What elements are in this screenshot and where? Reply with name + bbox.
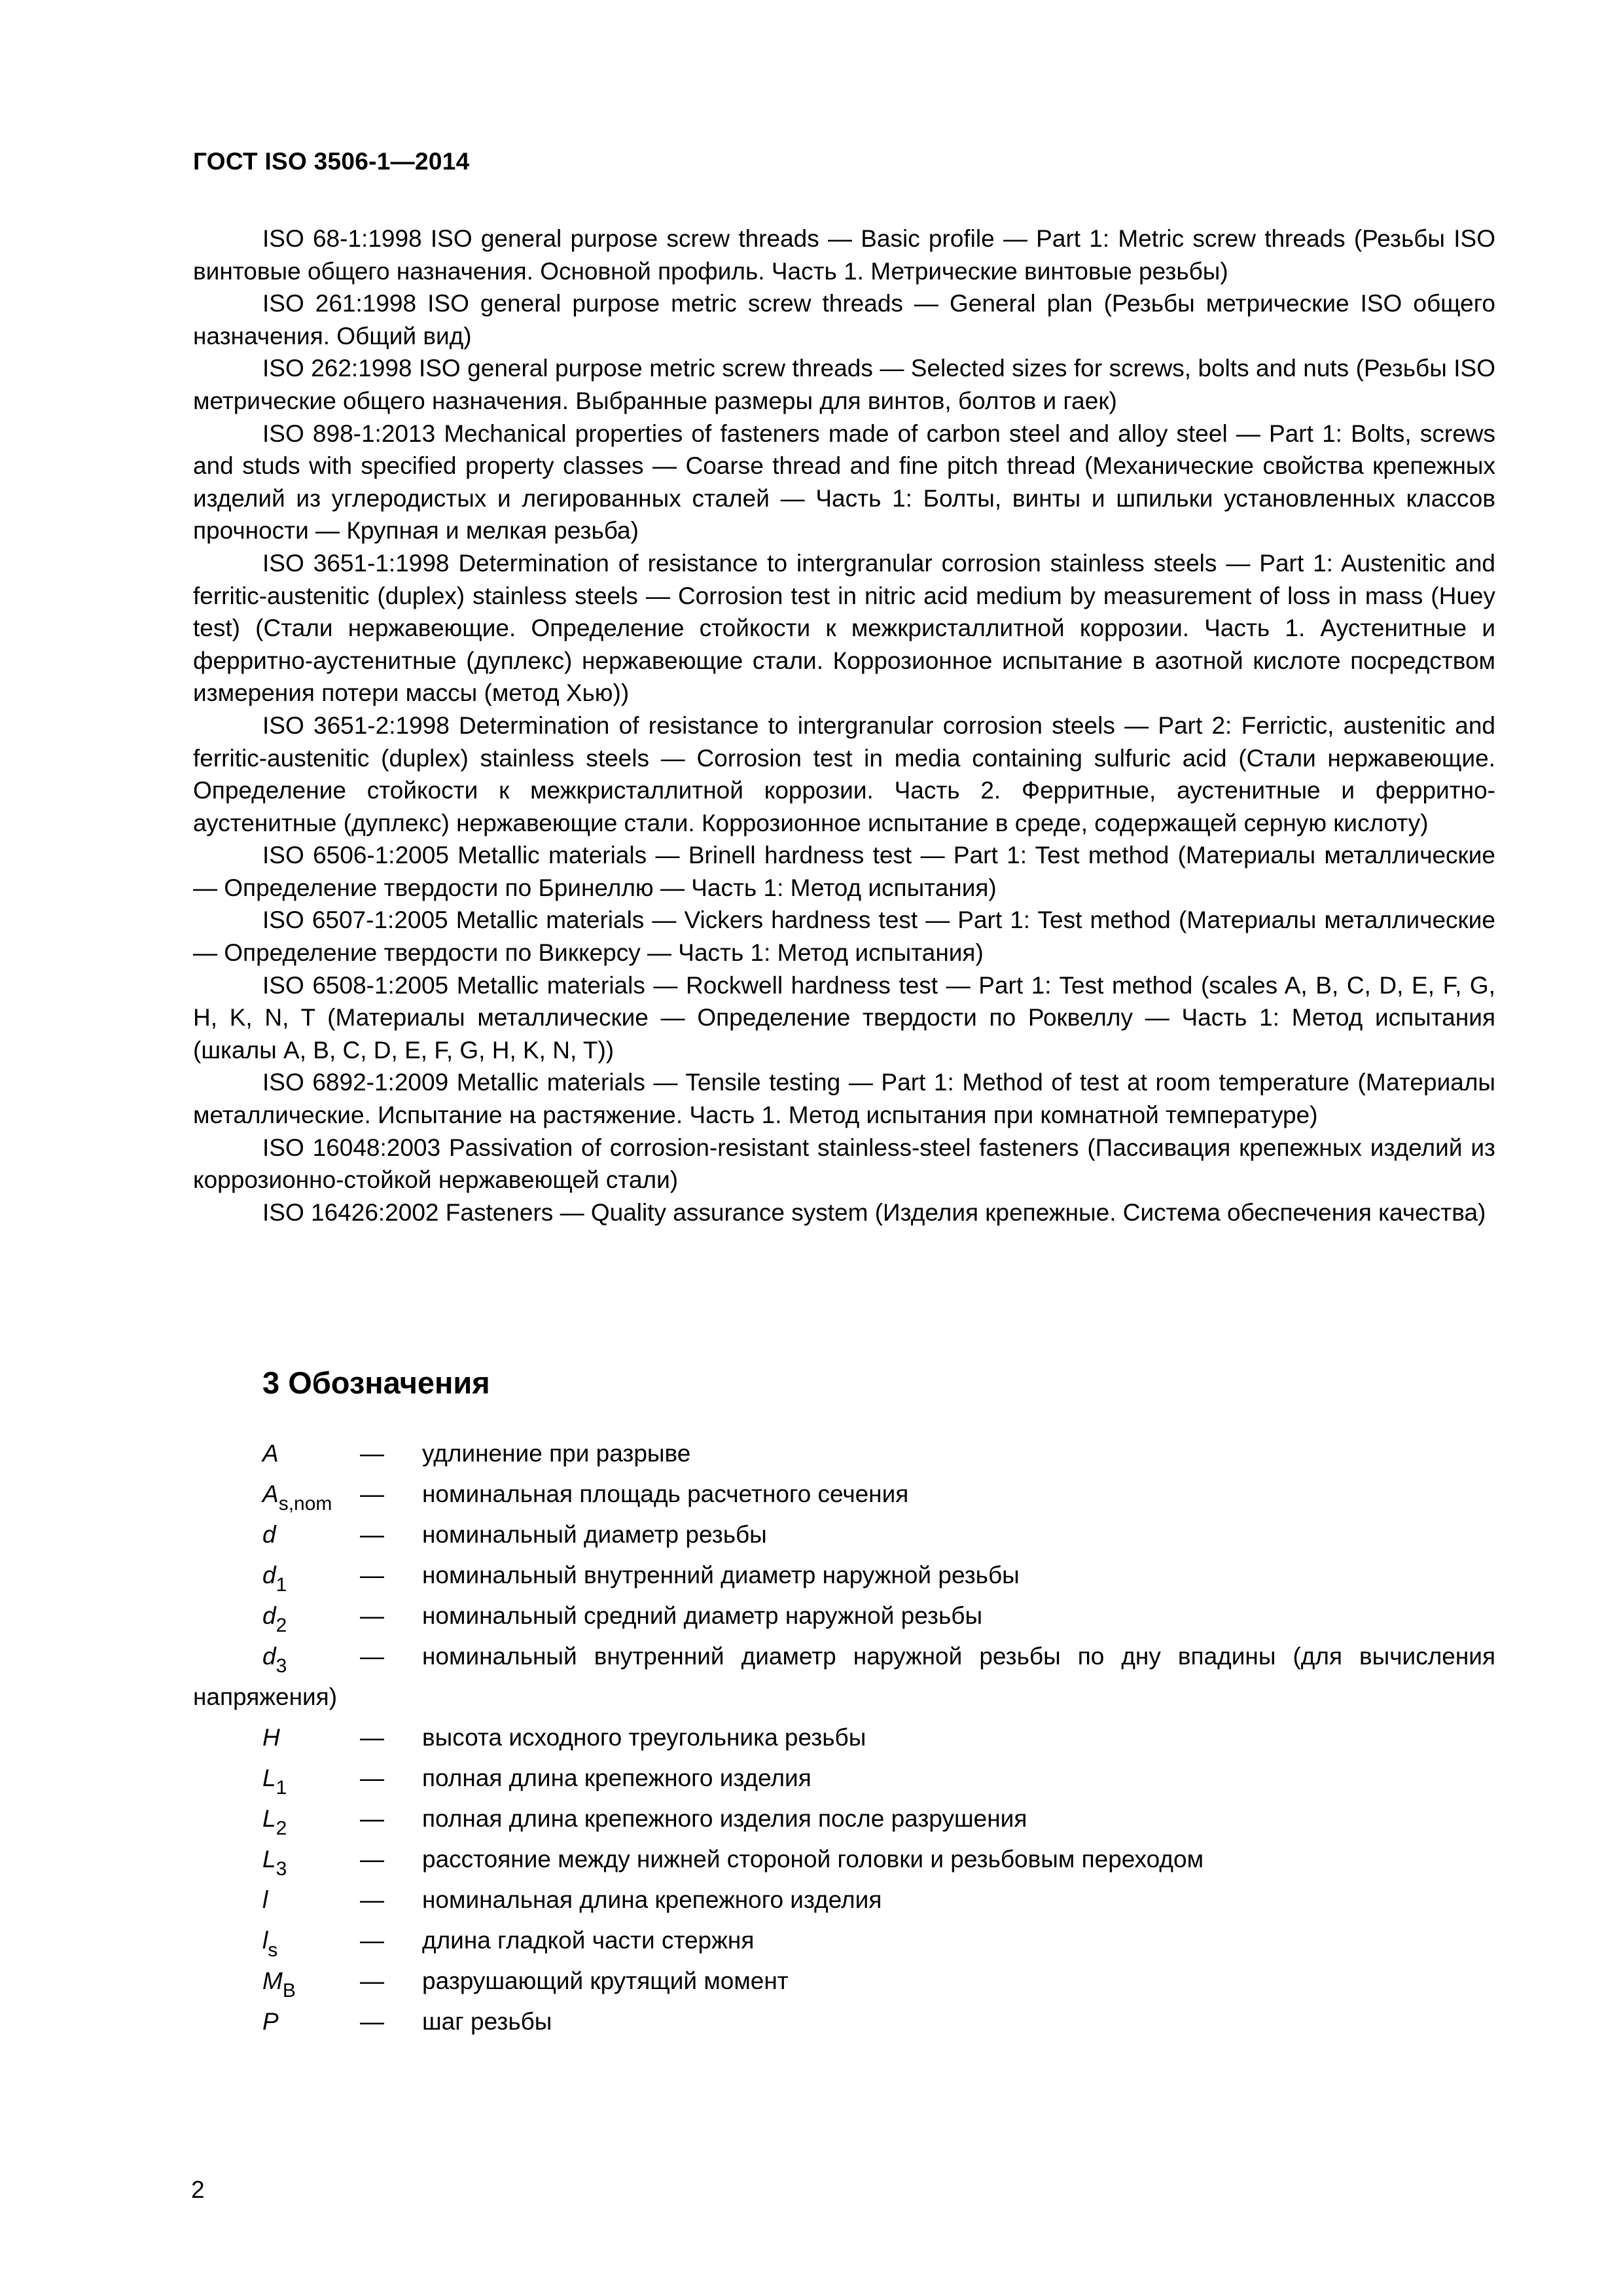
page-number: 2 <box>191 2176 205 2203</box>
document-code: ГОСТ ISO 3506-1—2014 <box>193 148 470 175</box>
symbol-dash: — <box>360 1440 384 1467</box>
symbol-description: шаг резьбы <box>422 2008 552 2035</box>
symbol-dash: — <box>360 2008 384 2035</box>
symbol-row <box>193 1961 1495 2001</box>
symbol-row <box>193 1880 1495 1920</box>
reference-item: ISO 262:1998 ISO general purpose metric screw threads — Selected sizes for screws, bolts and nuts (Резьбы ISO метрические общего назначения. Выбранные размеры для винтов, болтов и гаек) <box>193 355 1495 414</box>
symbol-description: разрушающий крутящий момент <box>422 1967 789 1994</box>
reference-item: ISO 261:1998 ISO general purpose metric screw threads — General plan (Резьбы метрические ISO общего назначения. Общий вид) <box>193 290 1495 350</box>
symbol-description: удлинение при разрыве <box>422 1440 691 1467</box>
reference-item: ISO 16426:2002 Fasteners — Quality assurance system (Изделия крепежные. Система обеспечения качества) <box>262 1198 1486 1226</box>
symbol-row <box>193 1799 1495 1839</box>
symbol: $L_2$ <box>262 1805 287 1839</box>
symbol: H <box>262 1724 280 1751</box>
symbol-description: расстояние между нижней стороной головки и резьбовым переходом <box>422 1846 1204 1873</box>
symbol-description: номинальная длина крепежного изделия <box>422 1886 882 1913</box>
reference-item: ISO 6508-1:2005 Metallic materials — Rockwell hardness test — Part 1: Test method (scales A, B, C, D, E, F, G, H, K, N, T (Материалы металлические — Определение твердости по Роквеллу — Часть 1: Метод испытания (шкалы A, B, C, D, E, F, G, H, K, N, T)) <box>193 971 1495 1064</box>
symbol-row <box>193 1839 1495 1880</box>
symbol-row <box>193 1596 1495 1636</box>
symbol-dash: — <box>360 1765 384 1791</box>
reference-item: ISO 3651-2:1998 Determination of resistance to intergranular corrosion steels — Part 2: Ferrictic, austenitic and ferritic-austenitic (duplex) stainless steels — Corrosion test in media containing sulfuric acid (Стали нержавеющие. Определение стойкости к межкристаллитной коррозии. Часть 2. Ферритные, аустенитные и ферритно-аустенитные (дуплекс) нержавеющие стали. Коррозионное испытание в среде, содержащей серную кислоту) <box>193 711 1495 836</box>
symbol-dash: — <box>360 1643 384 1670</box>
symbol-dash: — <box>360 1562 384 1588</box>
reference-item: ISO 6507-1:2005 Metallic materials — Vickers hardness test — Part 1: Test method (Материалы металлические — Определение твердости по Виккерсу — Часть 1: Метод испытания) <box>193 906 1495 967</box>
symbol-dash: — <box>360 1521 384 1548</box>
reference-item: ISO 6506-1:2005 Metallic materials — Brinell hardness test — Part 1: Test method (Материалы металлические — Определение твердости по Бринеллю — Часть 1: Метод испытания) <box>193 842 1495 901</box>
symbol-row <box>193 1717 1495 1758</box>
symbol-row <box>193 1555 1495 1596</box>
symbol: $M_B$ <box>262 1967 296 2001</box>
symbol-row <box>193 1920 1495 1961</box>
symbol-dash: — <box>360 1602 384 1629</box>
symbol-dash: — <box>360 1886 384 1913</box>
symbol-description: номинальный внутренний диаметр наружной резьбы по дну впадины (для вычисления напряжения) <box>193 1643 1495 1710</box>
symbol: $d_3$ <box>262 1643 287 1677</box>
symbol: $l_s$ <box>262 1927 278 1961</box>
symbol: A <box>262 1440 279 1467</box>
symbol-dash: — <box>360 1480 384 1507</box>
reference-item: ISO 16048:2003 Passivation of corrosion-resistant stainless-steel fasteners (Пассивация крепежных изделий из коррозионно-стойкой нержавеющей стали) <box>193 1134 1495 1194</box>
symbol: $A_{s,nom}$ <box>262 1480 332 1515</box>
symbol-dash: — <box>360 1805 384 1832</box>
symbol-row <box>193 1636 1495 1717</box>
symbol-description: номинальный диаметр резьбы <box>422 1521 767 1548</box>
reference-item: ISO 6892-1:2009 Metallic materials — Tensile testing — Part 1: Method of test at room temperature (Материалы металлические. Испытание на растяжение. Часть 1. Метод испытания при комнатной температуре) <box>193 1069 1495 1129</box>
symbol-row <box>193 1758 1495 1799</box>
symbol-description: длина гладкой части стержня <box>422 1927 755 1954</box>
reference-item: ISO 3651-1:1998 Determination of resistance to intergranular corrosion stainless steels — Part 1: Austenitic and ferritic-austenitic (duplex) stainless steels — Corrosion test in nitric acid medium by measurement of loss in mass (Huey test) (Стали нержавеющие. Определение стойкости к межкристаллитной коррозии. Часть 1. Аустенитные и ферритно-аустенитные (дуплекс) нержавеющие стали. Коррозионное испытание в азотной кислоте посредством измерения потери массы (метод Хью)) <box>193 549 1495 707</box>
reference-item: ISO 68-1:1998 ISO general purpose screw threads — Basic profile — Part 1: Metric screw threads (Резьбы ISO винтовые общего назначения. Основной профиль. Часть 1. Метрические винтовые резьбы) <box>193 225 1495 285</box>
section-heading: 3 Обозначения <box>262 1365 490 1400</box>
symbol-dash: — <box>360 1846 384 1873</box>
symbol-row <box>193 1433 1495 1474</box>
symbol-description: номинальный внутренний диаметр наружной резьбы <box>422 1562 1020 1588</box>
symbol: $d_1$ <box>262 1562 287 1596</box>
symbol-description: номинальная площадь расчетного сечения <box>422 1480 909 1507</box>
symbol-row <box>193 1515 1495 1555</box>
symbol-dash: — <box>360 1927 384 1954</box>
symbol-row <box>193 1474 1495 1515</box>
symbol-description: высота исходного треугольника резьбы <box>422 1724 866 1751</box>
symbol-description: номинальный средний диаметр наружной резьбы <box>422 1602 983 1629</box>
symbol-dash: — <box>360 1724 384 1751</box>
symbol: $L_3$ <box>262 1846 287 1880</box>
symbol: d <box>262 1521 276 1548</box>
symbol: l <box>262 1886 268 1913</box>
symbol: P <box>262 2008 279 2035</box>
symbol-description: полная длина крепежного изделия после разрушения <box>422 1805 1027 1832</box>
symbol-dash: — <box>360 1967 384 1994</box>
symbol: $d_2$ <box>262 1602 287 1636</box>
symbols-list <box>193 1433 1495 2042</box>
symbol-description: полная длина крепежного изделия <box>422 1765 812 1791</box>
reference-item: ISO 898-1:2013 Mechanical properties of fasteners made of carbon steel and alloy steel — Part 1: Bolts, screws and studs with specified property classes — Coarse thread and fine pitch thread (Механические свойства крепежных изделий из углеродистых и легированных сталей — Часть 1: Болты, винты и шпильки установленных классов прочности — Крупная и мелкая резьба) <box>193 420 1495 545</box>
normative-references <box>193 223 1495 1229</box>
symbol: $L_1$ <box>262 1765 287 1799</box>
symbol-row <box>193 2001 1495 2042</box>
